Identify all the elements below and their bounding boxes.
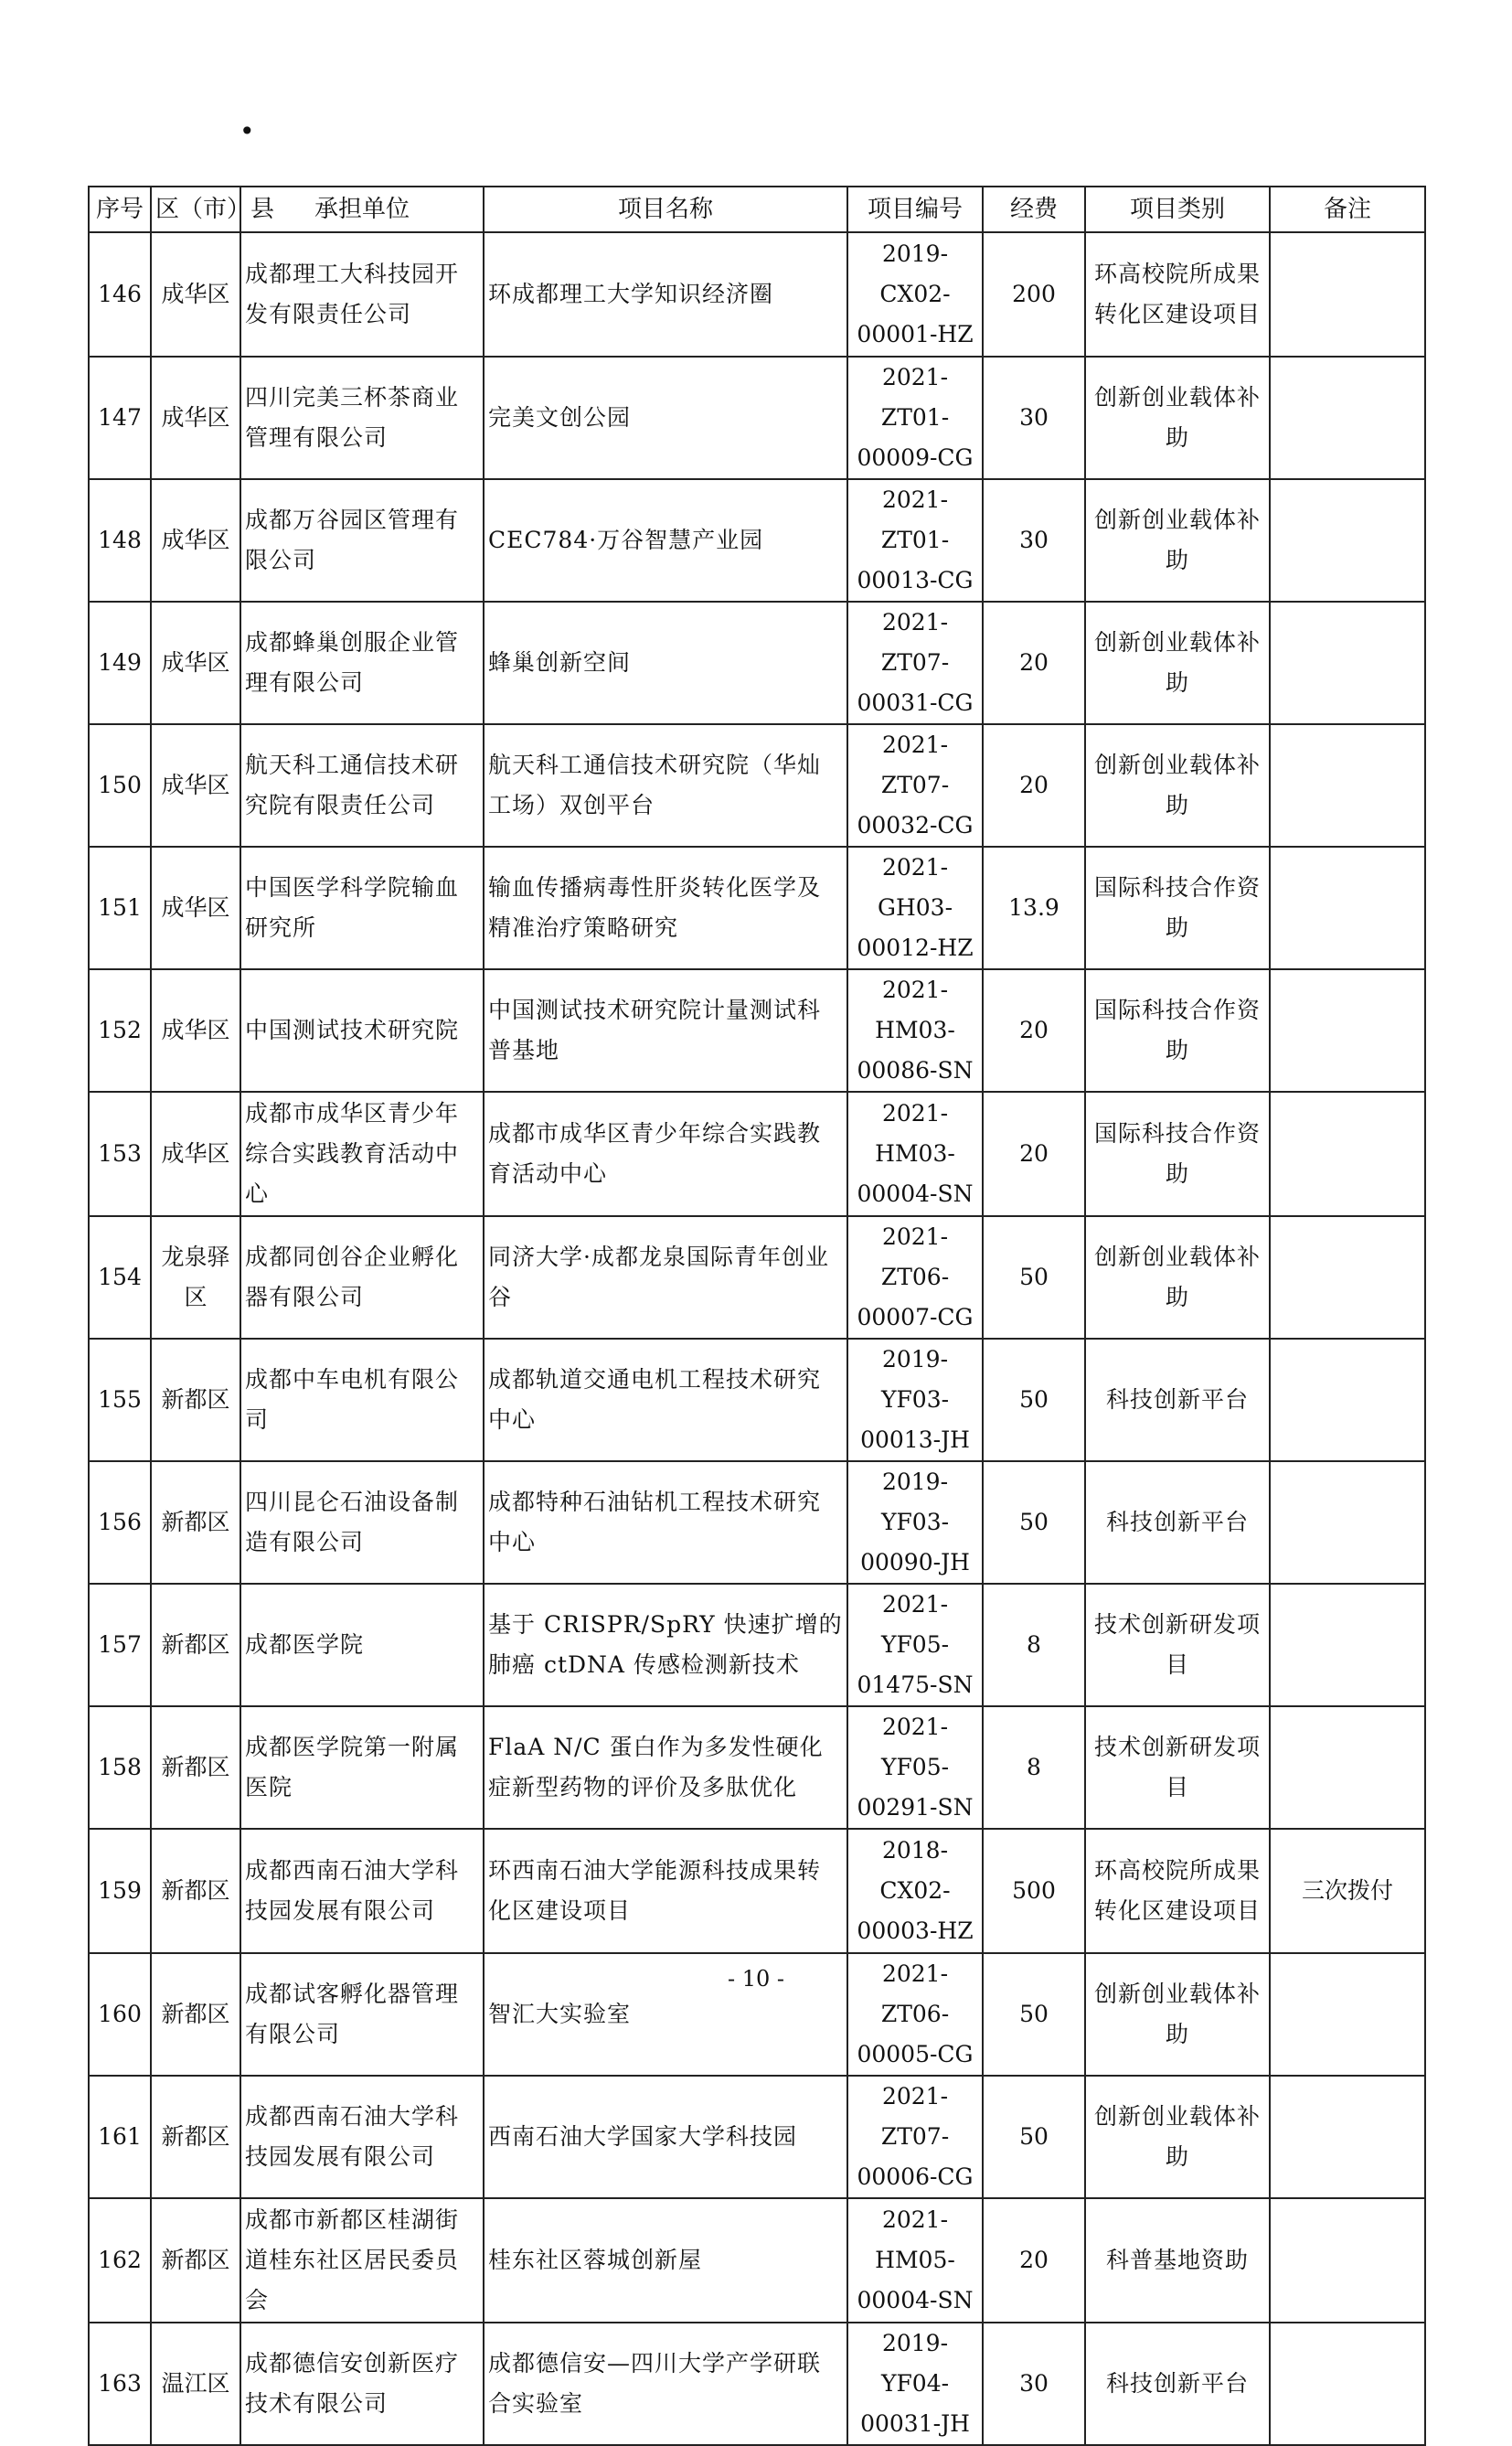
note-cell	[1270, 479, 1425, 602]
code-cell: 2019-CX02-00001-HZ	[847, 232, 983, 357]
district-cell: 成华区	[151, 969, 240, 1092]
table-row	[89, 602, 1425, 724]
project-cell: 成都德信安—四川大学产学研联合实验室	[484, 2323, 847, 2445]
district-cell: 温江区	[151, 2323, 240, 2445]
category-cell: 技术创新研发项目	[1085, 1584, 1270, 1706]
district-cell: 龙泉驿区	[151, 1216, 240, 1339]
project-cell: 环西南石油大学能源科技成果转化区建设项目	[484, 1829, 847, 1953]
unit-cell: 成都西南石油大学科技园发展有限公司	[240, 2076, 484, 2198]
note-cell	[1270, 1339, 1425, 1461]
category-cell: 创新创业载体补助	[1085, 1216, 1270, 1339]
category-cell: 环高校院所成果转化区建设项目	[1085, 1829, 1270, 1953]
bullet-marker: •	[240, 116, 255, 146]
project-cell: CEC784·万谷智慧产业园	[484, 479, 847, 602]
project-cell: 成都特种石油钻机工程技术研究中心	[484, 1461, 847, 1584]
category-cell: 国际科技合作资助	[1085, 1092, 1270, 1216]
table-row	[89, 847, 1425, 969]
code-cell: 2021-YF05-00291-SN	[847, 1706, 983, 1829]
project-cell: 环成都理工大学知识经济圈	[484, 232, 847, 357]
header-no: 序号	[89, 187, 151, 232]
funding-cell: 200	[983, 232, 1085, 357]
funding-cell: 50	[983, 1461, 1085, 1584]
code-cell: 2021-ZT07-00031-CG	[847, 602, 983, 724]
row-number: 152	[89, 969, 151, 1092]
category-cell: 科技创新平台	[1085, 2323, 1270, 2445]
district-cell: 新都区	[151, 2076, 240, 2198]
funding-cell: 20	[983, 1092, 1085, 1216]
table-row	[89, 232, 1425, 357]
code-cell: 2021-ZT07-00032-CG	[847, 724, 983, 847]
district-cell: 新都区	[151, 1584, 240, 1706]
funding-cell: 20	[983, 2198, 1085, 2323]
project-cell: 成都轨道交通电机工程技术研究中心	[484, 1339, 847, 1461]
table-row	[89, 1216, 1425, 1339]
row-number: 159	[89, 1829, 151, 1953]
funding-cell: 50	[983, 1216, 1085, 1339]
category-cell: 科技创新平台	[1085, 1339, 1270, 1461]
unit-cell: 成都德信安创新医疗技术有限公司	[240, 2323, 484, 2445]
table-header-row	[89, 187, 1425, 232]
funding-cell: 50	[983, 2076, 1085, 2198]
row-number: 149	[89, 602, 151, 724]
table-row	[89, 479, 1425, 602]
header-unit: 承担单位	[240, 187, 484, 232]
row-number: 160	[89, 1953, 151, 2076]
funding-cell: 30	[983, 479, 1085, 602]
unit-cell: 四川昆仑石油设备制造有限公司	[240, 1461, 484, 1584]
project-table	[88, 186, 1426, 2446]
funding-cell: 20	[983, 602, 1085, 724]
category-cell: 创新创业载体补助	[1085, 724, 1270, 847]
district-cell: 新都区	[151, 1953, 240, 2076]
project-cell: 同济大学·成都龙泉国际青年创业谷	[484, 1216, 847, 1339]
header-project: 项目名称	[484, 187, 847, 232]
row-number: 151	[89, 847, 151, 969]
unit-cell: 成都蜂巢创服企业管理有限公司	[240, 602, 484, 724]
unit-cell: 航天科工通信技术研究院有限责任公司	[240, 724, 484, 847]
district-cell: 成华区	[151, 602, 240, 724]
unit-cell: 成都万谷园区管理有限公司	[240, 479, 484, 602]
table-row	[89, 1339, 1425, 1461]
unit-cell: 成都西南石油大学科技园发展有限公司	[240, 1829, 484, 1953]
table-row	[89, 969, 1425, 1092]
note-cell	[1270, 232, 1425, 357]
code-cell: 2021-HM03-00086-SN	[847, 969, 983, 1092]
code-cell: 2021-HM03-00004-SN	[847, 1092, 983, 1216]
header-funding: 经费	[983, 187, 1085, 232]
district-cell: 成华区	[151, 357, 240, 479]
district-cell: 新都区	[151, 1829, 240, 1953]
project-cell: 成都市成华区青少年综合实践教育活动中心	[484, 1092, 847, 1216]
row-number: 157	[89, 1584, 151, 1706]
header-note: 备注	[1270, 187, 1425, 232]
code-cell: 2019-YF03-00090-JH	[847, 1461, 983, 1584]
unit-cell: 中国测试技术研究院	[240, 969, 484, 1092]
category-cell: 创新创业载体补助	[1085, 602, 1270, 724]
project-cell: 蜂巢创新空间	[484, 602, 847, 724]
category-cell: 创新创业载体补助	[1085, 479, 1270, 602]
note-cell	[1270, 1092, 1425, 1216]
code-cell: 2021-ZT07-00006-CG	[847, 2076, 983, 2198]
unit-cell: 成都市新都区桂湖街道桂东社区居民委员会	[240, 2198, 484, 2323]
project-cell: 航天科工通信技术研究院（华灿工场）双创平台	[484, 724, 847, 847]
code-cell: 2021-ZT06-00005-CG	[847, 1953, 983, 2076]
row-number: 161	[89, 2076, 151, 2198]
unit-cell: 成都中车电机有限公司	[240, 1339, 484, 1461]
project-cell: 中国测试技术研究院计量测试科普基地	[484, 969, 847, 1092]
district-cell: 新都区	[151, 1461, 240, 1584]
code-cell: 2021-ZT01-00009-CG	[847, 357, 983, 479]
project-cell: 智汇大实验室	[484, 1953, 847, 2076]
category-cell: 国际科技合作资助	[1085, 847, 1270, 969]
note-cell	[1270, 357, 1425, 479]
funding-cell: 30	[983, 2323, 1085, 2445]
header-category: 项目类别	[1085, 187, 1270, 232]
row-number: 147	[89, 357, 151, 479]
code-cell: 2019-YF04-00031-JH	[847, 2323, 983, 2445]
project-cell: 完美文创公园	[484, 357, 847, 479]
code-cell: 2021-ZT06-00007-CG	[847, 1216, 983, 1339]
unit-cell: 成都理工大科技园开发有限责任公司	[240, 232, 484, 357]
row-number: 162	[89, 2198, 151, 2323]
row-number: 156	[89, 1461, 151, 1584]
note-cell	[1270, 1216, 1425, 1339]
table-row	[89, 1461, 1425, 1584]
project-cell: 输血传播病毒性肝炎转化医学及精准治疗策略研究	[484, 847, 847, 969]
unit-cell: 四川完美三杯茶商业管理有限公司	[240, 357, 484, 479]
note-cell	[1270, 847, 1425, 969]
note-cell	[1270, 969, 1425, 1092]
category-cell: 创新创业载体补助	[1085, 1953, 1270, 2076]
funding-cell: 50	[983, 1953, 1085, 2076]
code-cell: 2018-CX02-00003-HZ	[847, 1829, 983, 1953]
funding-cell: 8	[983, 1584, 1085, 1706]
project-cell: 西南石油大学国家大学科技园	[484, 2076, 847, 2198]
unit-cell: 中国医学科学院输血研究所	[240, 847, 484, 969]
unit-cell: 成都同创谷企业孵化器有限公司	[240, 1216, 484, 1339]
table-row	[89, 2323, 1425, 2445]
funding-cell: 13.9	[983, 847, 1085, 969]
code-cell: 2021-ZT01-00013-CG	[847, 479, 983, 602]
table-row	[89, 357, 1425, 479]
district-cell: 成华区	[151, 232, 240, 357]
table-row	[89, 1706, 1425, 1829]
project-cell: 桂东社区蓉城创新屋	[484, 2198, 847, 2323]
district-cell: 成华区	[151, 724, 240, 847]
district-cell: 成华区	[151, 1092, 240, 1216]
note-cell: 三次拨付	[1270, 1829, 1425, 1953]
row-number: 148	[89, 479, 151, 602]
unit-cell: 成都试客孵化器管理有限公司	[240, 1953, 484, 2076]
table-row	[89, 1584, 1425, 1706]
table-row	[89, 2198, 1425, 2323]
category-cell: 环高校院所成果转化区建设项目	[1085, 232, 1270, 357]
note-cell	[1270, 2198, 1425, 2323]
category-cell: 科技创新平台	[1085, 1461, 1270, 1584]
note-cell	[1270, 724, 1425, 847]
category-cell: 创新创业载体补助	[1085, 2076, 1270, 2198]
note-cell	[1270, 2323, 1425, 2445]
funding-cell: 20	[983, 724, 1085, 847]
header-district: 区（市）县	[151, 187, 240, 232]
note-cell	[1270, 2076, 1425, 2198]
code-cell: 2021-YF05-01475-SN	[847, 1584, 983, 1706]
row-number: 163	[89, 2323, 151, 2445]
district-cell: 新都区	[151, 2198, 240, 2323]
row-number: 158	[89, 1706, 151, 1829]
header-code: 项目编号	[847, 187, 983, 232]
funding-cell: 30	[983, 357, 1085, 479]
row-number: 154	[89, 1216, 151, 1339]
table-row	[89, 1092, 1425, 1216]
table-row	[89, 2076, 1425, 2198]
table-row	[89, 724, 1425, 847]
code-cell: 2019-YF03-00013-JH	[847, 1339, 983, 1461]
note-cell	[1270, 1461, 1425, 1584]
row-number: 153	[89, 1092, 151, 1216]
row-number: 150	[89, 724, 151, 847]
code-cell: 2021-GH03-00012-HZ	[847, 847, 983, 969]
district-cell: 新都区	[151, 1706, 240, 1829]
district-cell: 成华区	[151, 847, 240, 969]
page-number: - 10 -	[727, 1966, 784, 1992]
note-cell	[1270, 1706, 1425, 1829]
category-cell: 技术创新研发项目	[1085, 1706, 1270, 1829]
row-number: 146	[89, 232, 151, 357]
category-cell: 国际科技合作资助	[1085, 969, 1270, 1092]
funding-cell: 20	[983, 969, 1085, 1092]
code-cell: 2021-HM05-00004-SN	[847, 2198, 983, 2323]
table-row	[89, 1829, 1425, 1953]
district-cell: 新都区	[151, 1339, 240, 1461]
funding-cell: 8	[983, 1706, 1085, 1829]
note-cell	[1270, 1584, 1425, 1706]
category-cell: 科普基地资助	[1085, 2198, 1270, 2323]
unit-cell: 成都医学院	[240, 1584, 484, 1706]
district-cell: 成华区	[151, 479, 240, 602]
category-cell: 创新创业载体补助	[1085, 357, 1270, 479]
row-number: 155	[89, 1339, 151, 1461]
unit-cell: 成都医学院第一附属医院	[240, 1706, 484, 1829]
unit-cell: 成都市成华区青少年综合实践教育活动中心	[240, 1092, 484, 1216]
project-cell: FlaA N/C 蛋白作为多发性硬化症新型药物的评价及多肽优化	[484, 1706, 847, 1829]
funding-cell: 500	[983, 1829, 1085, 1953]
project-cell: 基于 CRISPR/SpRY 快速扩增的肺癌 ctDNA 传感检测新技术	[484, 1584, 847, 1706]
funding-cell: 50	[983, 1339, 1085, 1461]
note-cell	[1270, 602, 1425, 724]
